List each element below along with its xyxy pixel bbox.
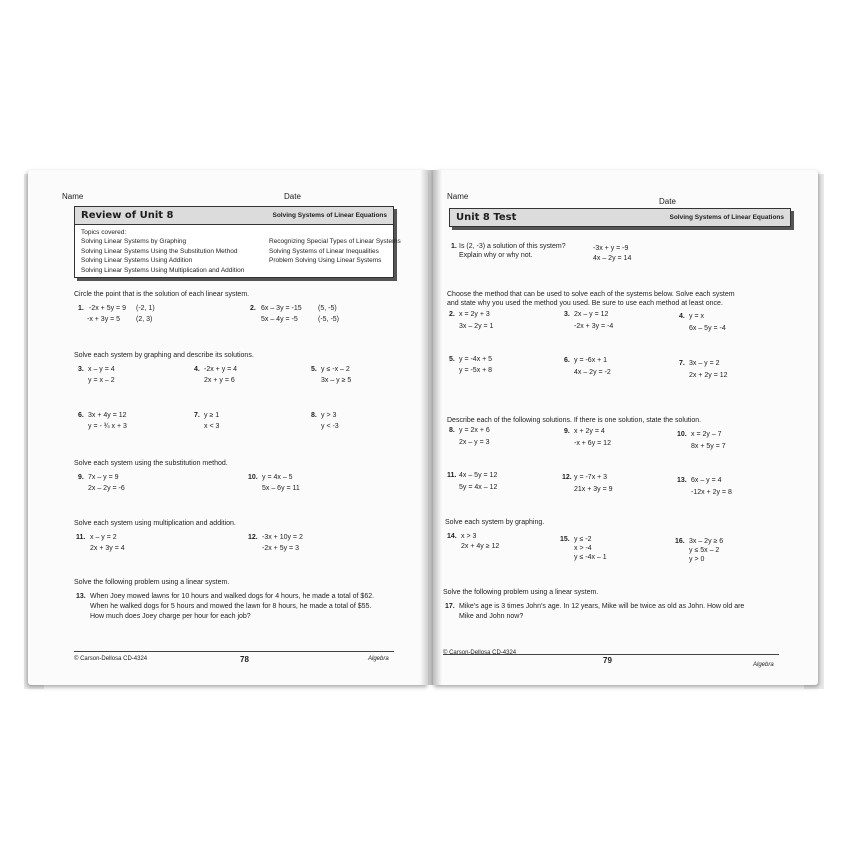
page-number: 79: [603, 656, 612, 665]
question-12: 12. y = -7x + 3 21x + 3y = 9: [562, 474, 613, 493]
section-instruction: Solve each system by graphing.: [445, 519, 545, 526]
footer-subject: Algebra: [368, 656, 389, 662]
right-page: [433, 170, 818, 685]
section-instruction: and state why you used the method you used. Be sure to use each method at least once.: [447, 300, 723, 307]
question-1: 1. Is (2, -3) a solution of this system? Explain why or why not. -3x + y = -9 4x – 2y = 14: [451, 243, 632, 262]
section-instruction: Choose the method that can be used to solve each of the systems below. Solve each system: [447, 291, 735, 298]
section-instruction: Circle the point that is the solution of each linear system.: [74, 291, 250, 298]
page-subtitle: Solving Systems of Linear Equations: [272, 212, 387, 219]
open-workbook: [28, 170, 820, 690]
question-9: 9. x + 2y = 4 -x + 6y = 12: [564, 428, 611, 447]
section-instruction: Solve each system using the substitution method.: [74, 460, 228, 467]
problem-8: 8. y > 3 y < -3: [311, 412, 339, 430]
question-3: 3. 2x – y = 12 -2x + 3y = -4: [564, 311, 614, 330]
footer-copyright: © Carson-Dellosa CD-4324: [74, 656, 148, 662]
problem-6: 6. 3x + 4y = 12 y = - ¾ x + 3: [78, 412, 127, 430]
topic-item: Solving Linear Systems Using the Substitution Method: [81, 247, 238, 255]
question-5: 5. y = -4x + 5 y = -5x + 8: [449, 356, 493, 374]
problem-1: 1. -2x + 5y = 9 (-2, 1) -x + 3y = 5 (2, 3): [78, 305, 155, 323]
topic-item: Solving Systems of Linear Inequalities: [269, 247, 379, 255]
left-page: [28, 170, 428, 685]
question-2: 2. x = 2y + 3 3x – 2y = 1: [449, 311, 494, 330]
topic-item: Recognizing Special Types of Linear Systems: [269, 238, 401, 245]
section-instruction: Solve the following problem using a linear system.: [443, 589, 599, 596]
topics-column-1: [81, 237, 244, 275]
page-title: Review of Unit 8: [81, 210, 174, 221]
problem-10: 10. y = 4x – 5 5x – 6y = 11: [248, 474, 300, 492]
topic-item: Problem Solving Using Linear Systems: [269, 257, 382, 264]
page-title: Unit 8 Test: [456, 212, 517, 223]
problem-2: 2. 6x – 3y = -15 (5, -5) 5x – 4y = -5 (-5, -5): [250, 305, 339, 323]
question-11: 11. 4x – 5y = 12 5y = 4x – 12: [447, 472, 498, 491]
page-subtitle: Solving Systems of Linear Equations: [669, 214, 784, 221]
footer-copyright: © Carson-Dellosa CD-4324: [443, 650, 517, 656]
question-4: 4. y = x 6x – 5y = -4: [679, 313, 726, 332]
name-label: Name: [447, 192, 469, 201]
problem-9: 9. 7x – y = 9 2x – 2y = -6: [78, 474, 125, 492]
question-17: 17. Mike’s age is 3 times John’s age. In 12 years, Mike will be twice as old as John. How old are Mike and John now?: [445, 603, 745, 620]
problem-13: 13. When Joey mowed lawns for 10 hours and walked dogs for 4 hours, he made a total of $62. When he walked dogs for 5 hours and mowed the lawn for 8 hours, he made a total of $55. How much does Joey charge per hour for each job?: [76, 593, 375, 620]
problem-4: 4. -2x + y = 4 2x + y = 6: [194, 366, 238, 384]
topics-label: Topics covered:: [81, 229, 127, 236]
problem-5: 5. y ≤ -x – 2 3x – y ≥ 5: [311, 366, 352, 384]
section-instruction: Solve the following problem using a linear system.: [74, 579, 230, 586]
question-16: 16. 3x – 2y ≥ 6 y ≤ 5x – 2 y > 0: [675, 538, 724, 563]
page-number: 78: [240, 655, 249, 664]
question-14: 14. x > 3 2x + 4y ≥ 12: [447, 533, 500, 550]
question-10: 10. x = 2y – 7 8x + 5y = 7: [677, 431, 726, 450]
topic-item: Solving Linear Systems Using Addition: [81, 257, 193, 264]
date-label: Date: [659, 197, 676, 206]
problem-7: 7. y ≥ 1 x < 3: [194, 412, 220, 430]
problem-11: 11. x – y = 2 2x + 3y = 4: [76, 534, 125, 552]
review-header-box: [74, 206, 401, 278]
name-label: Name: [62, 192, 84, 201]
section-instruction: Solve each system using multiplication and addition.: [74, 520, 236, 527]
topic-item: Solving Linear Systems by Graphing: [81, 238, 187, 245]
question-13: 13. 6x – y = 4 -12x + 2y = 8: [677, 477, 732, 496]
question-8: 8. y = 2x + 6 2x – y = 3: [449, 427, 490, 446]
question-6: 6. y = -6x + 1 4x – 2y = -2: [564, 357, 611, 376]
problem-12: 12. -3x + 10y = 2 -2x + 5y = 3: [248, 534, 303, 552]
footer-rule: [74, 651, 394, 652]
section-instruction: Solve each system by graphing and describe its solutions.: [74, 352, 254, 359]
date-label: Date: [284, 192, 301, 201]
section-instruction: Describe each of the following solutions. If there is one solution, state the solution.: [447, 417, 702, 424]
problem-3: 3. x – y = 4 y = x – 2: [78, 366, 115, 384]
topic-item: Solving Linear Systems Using Multiplication and Addition: [81, 266, 245, 274]
topics-column-2: [269, 237, 401, 266]
book-spine-shadow: [420, 170, 442, 685]
test-header-box: [449, 208, 791, 227]
question-15: 15. y ≤ -2 x > -4 y ≤ -4x – 1: [560, 536, 607, 561]
footer-subject: Algebra: [753, 662, 774, 668]
question-7: 7. 3x – y = 2 2x + 2y = 12: [679, 360, 728, 379]
